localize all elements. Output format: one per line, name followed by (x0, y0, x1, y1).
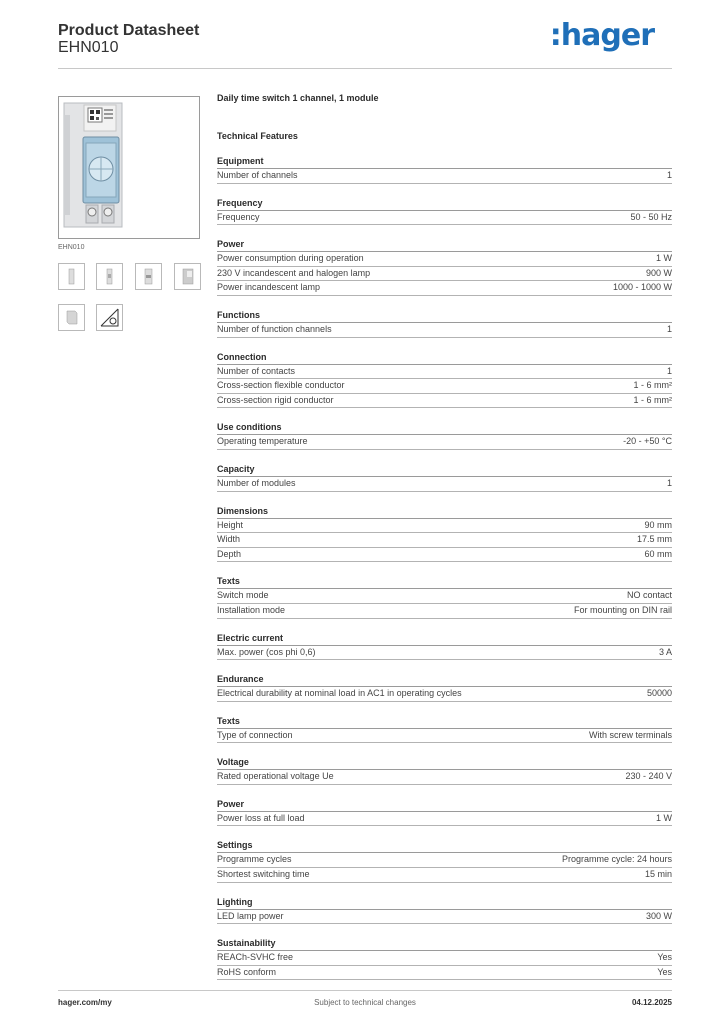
section-heading: Sustainability (217, 937, 672, 951)
spec-value: 900 W (645, 267, 672, 278)
spec-value: 300 W (645, 910, 672, 921)
spec-value: Yes (657, 966, 672, 977)
image-caption: EHN010 (58, 244, 85, 251)
spec-label: Power loss at full load (217, 812, 305, 823)
spec-label: Number of modules (217, 477, 296, 488)
header-divider (58, 68, 672, 69)
spec-value: 50000 (646, 688, 672, 699)
time-switch-illustration (59, 97, 199, 238)
spec-row (217, 853, 672, 868)
feature-section (217, 715, 672, 744)
section-heading: Capacity (217, 463, 672, 477)
spec-label: Max. power (cos phi 0,6) (217, 646, 316, 657)
thumbnail-side-view[interactable] (96, 263, 123, 290)
product-code: EHN010 (58, 39, 119, 56)
spec-value: 1 (666, 170, 672, 180)
spec-row (217, 604, 672, 619)
spec-label: Installation mode (217, 604, 286, 615)
section-heading: Settings (217, 839, 672, 853)
spec-row (217, 252, 672, 267)
feature-section (217, 505, 672, 563)
thumbnail-front-view[interactable] (58, 263, 85, 290)
spec-label: Rated operational voltage Ue (217, 771, 334, 782)
thumbnail-perspective-view[interactable] (174, 263, 201, 290)
spec-value: NO contact (626, 590, 672, 601)
thumbnail-3d-view[interactable] (58, 304, 85, 331)
section-heading: Equipment (217, 155, 672, 169)
spec-value: 1 - 6 mm² (633, 394, 672, 405)
feature-section (217, 896, 672, 925)
spec-row (217, 589, 672, 604)
spec-row (217, 910, 672, 925)
spec-label: Switch mode (217, 590, 269, 601)
spec-value: -20 - +50 °C (623, 436, 672, 447)
spec-value: 1 (666, 365, 672, 376)
feature-section (217, 309, 672, 338)
spec-label: Height (217, 519, 244, 530)
hager-logo: :hager (549, 18, 654, 53)
spec-row (217, 966, 672, 981)
spec-label: Operating temperature (217, 436, 308, 447)
section-heading: Dimensions (217, 505, 672, 519)
spec-label: Power incandescent lamp (217, 282, 321, 293)
spec-label: Programme cycles (217, 854, 292, 865)
spec-label: Shortest switching time (217, 869, 310, 880)
section-heading: Use conditions (217, 421, 672, 435)
spec-row (217, 519, 672, 534)
section-heading: Functions (217, 309, 672, 323)
section-heading: Texts (217, 715, 672, 729)
section-heading: Frequency (217, 197, 672, 211)
spec-label: Number of function channels (217, 323, 332, 334)
spec-label: Type of connection (217, 729, 293, 740)
spec-value: 15 min (644, 869, 672, 880)
feature-section (217, 197, 672, 226)
spec-value: For mounting on DIN rail (573, 604, 672, 615)
spec-value: 17.5 mm (636, 534, 672, 545)
page-header (58, 20, 672, 70)
section-heading: Voltage (217, 756, 672, 770)
spec-row (217, 379, 672, 394)
spec-row (217, 323, 672, 338)
spec-label: Depth (217, 548, 242, 559)
section-heading: Power (217, 238, 672, 252)
spec-value: 1 W (655, 812, 672, 823)
spec-value: 1 (666, 477, 672, 488)
feature-section (217, 632, 672, 661)
feature-sections (217, 155, 672, 980)
product-description: Daily time switch 1 channel, 1 module (217, 93, 379, 103)
feature-section (217, 238, 672, 296)
feature-section (217, 798, 672, 827)
spec-row (217, 365, 672, 380)
product-image (58, 96, 200, 239)
feature-section (217, 673, 672, 702)
spec-row (217, 646, 672, 661)
spec-value: 1000 - 1000 W (612, 282, 672, 293)
spec-label: RoHS conform (217, 966, 277, 977)
technical-features-heading: Technical Features (217, 131, 298, 141)
feature-section (217, 463, 672, 492)
spec-row (217, 951, 672, 966)
feature-section (217, 839, 672, 882)
spec-value: 60 mm (644, 548, 672, 559)
spec-value: 1 - 6 mm² (633, 380, 672, 391)
section-heading: Power (217, 798, 672, 812)
thumbnail-top-view[interactable] (135, 263, 162, 290)
spec-row (217, 687, 672, 702)
section-heading: Endurance (217, 673, 672, 687)
spec-row (217, 533, 672, 548)
feature-section (217, 155, 672, 184)
feature-section (217, 575, 672, 618)
spec-label: Cross-section rigid conductor (217, 394, 334, 405)
page-title: Product Datasheet (58, 22, 200, 39)
spec-value: 1 (666, 323, 672, 334)
spec-label: Frequency (217, 211, 260, 222)
footer-date: 04.12.2025 (631, 998, 672, 1007)
spec-value: Programme cycle: 24 hours (561, 854, 672, 865)
spec-row (217, 868, 672, 883)
spec-row (217, 394, 672, 409)
spec-label: Cross-section flexible conductor (217, 380, 345, 391)
section-heading: Connection (217, 351, 672, 365)
technical-data (217, 92, 672, 980)
spec-value: With screw terminals (588, 729, 672, 740)
spec-row (217, 435, 672, 450)
spec-label: REACh-SVHC free (217, 952, 294, 963)
spec-row (217, 812, 672, 827)
section-heading: Electric current (217, 632, 672, 646)
spec-row (217, 281, 672, 296)
spec-value: 90 mm (644, 519, 672, 530)
spec-label: Number of contacts (217, 365, 296, 376)
spec-value: 1 W (655, 253, 672, 264)
spec-value: Yes (657, 952, 672, 963)
spec-value: 230 - 240 V (625, 771, 672, 782)
section-heading: Lighting (217, 896, 672, 910)
feature-section (217, 937, 672, 980)
spec-label: 230 V incandescent and halogen lamp (217, 267, 371, 278)
website-link[interactable]: hager.com/my (58, 998, 112, 1007)
spec-row (217, 477, 672, 492)
feature-section (217, 756, 672, 785)
spec-label: Width (217, 534, 241, 545)
spec-value: 3 A (658, 646, 672, 657)
feature-section (217, 351, 672, 409)
spec-label: Electrical durability at nominal load in AC1 in operating cycles (217, 688, 462, 699)
spec-row (217, 770, 672, 785)
spec-row (217, 267, 672, 282)
spec-label: Number of channels (217, 170, 298, 180)
spec-row (217, 548, 672, 563)
spec-label: LED lamp power (217, 910, 284, 921)
footer-divider (58, 990, 672, 991)
footer-note: Subject to technical changes (314, 998, 416, 1007)
spec-row (217, 729, 672, 744)
spec-row (217, 211, 672, 226)
feature-section (217, 421, 672, 450)
section-heading: Texts (217, 575, 672, 589)
spec-value: 50 - 50 Hz (630, 211, 672, 222)
spec-row (217, 169, 672, 184)
wiring-diagram-icon[interactable] (96, 304, 123, 331)
spec-label: Power consumption during operation (217, 253, 364, 264)
